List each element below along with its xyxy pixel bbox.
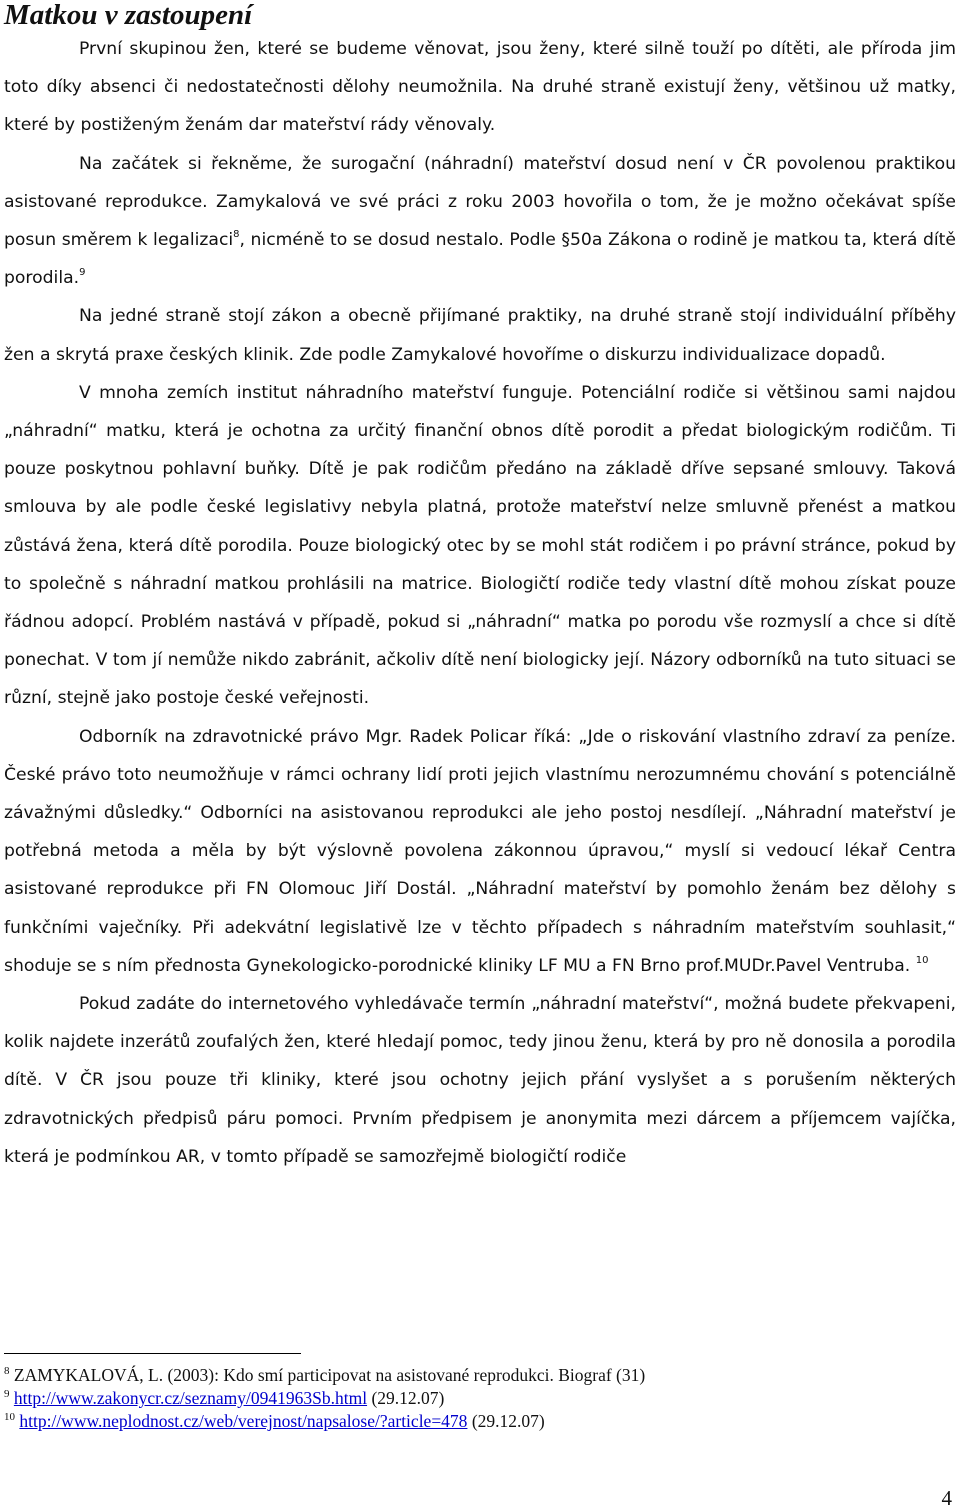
- paragraph-p5: [4, 718, 956, 985]
- body-text: [4, 30, 956, 1176]
- page-number: 4: [941, 1486, 952, 1510]
- paragraph-text: Na jedné straně stojí zákon a obecně přijímané praktiky, na druhé straně stojí individuální příběhy žen a skrytá praxe českých klinik. Zde podle Zamykalové hovoříme o diskurzu individualizace dopadů.: [4, 306, 956, 365]
- paragraph-text: , nicméně to se dosud nestalo. Podle §50a Zákona o rodině je matkou ta, která dítě porodila.: [4, 230, 956, 289]
- footnote-text: ZAMYKALOVÁ, L. (2003): Kdo smí participovat na asistované reprodukci. Biograf (31): [13, 1365, 646, 1385]
- footnote-ref: 8: [233, 229, 240, 241]
- paragraph-p3: [4, 297, 956, 373]
- footnote-ref: 9: [79, 267, 86, 279]
- footnote-number: 8: [4, 1365, 10, 1377]
- footnote-date: (29.12.07): [367, 1388, 445, 1408]
- paragraph-p6: [4, 985, 956, 1176]
- paragraph-text: První skupinou žen, které se budeme věnovat, jsou ženy, které silně touží po dítěti, ale příroda jim toto díky absenci či nedostatečnosti dělohy neumožnila. Na druhé straně existují ženy, většinou už matky, které by postiženým ženám dar mateřství rády věnovaly.: [4, 39, 956, 136]
- footnote-8: [4, 1364, 956, 1387]
- paragraph-p2: [4, 145, 956, 298]
- footnotes: [4, 1364, 956, 1433]
- footnote-10: [4, 1410, 956, 1433]
- paragraph-text: Pokud zadáte do internetového vyhledávače termín „náhradní mateřství“, možná budete překvapeni, kolik najdete inzerátů zoufalých žen, které hledají pomoc, tedy jinou ženu, která by pro ně donosila a porodila dítě. V ČR jsou pouze tři kliniky, které jsou ochotny jejich přání vyslyšet a s porušením některých zdravotnických předpisů páru pomoci. Prvním předpisem je anonymita mezi dárcem a příjemcem vajíčka, která je podmínkou AR, v tomto případě se samozřejmě biologičtí rodiče: [4, 994, 956, 1167]
- paragraph-p4: [4, 374, 956, 718]
- paragraph-text: Na začátek si řekněme, že surogační (náhradní) mateřství dosud není v ČR povolenou praktikou asistované reprodukce. Zamykalová ve své práci z roku 2003 hovořila o tom, že je možno očekávat spíše posun směrem k legalizaci: [4, 153, 956, 251]
- paragraph-text: Odborník na zdravotnické právo Mgr. Radek Policar říká: „Jde o riskování vlastního zdraví za peníze. České právo toto neumožňuje v rámci ochrany lidí proti jejich vlastnímu nerozumnému chování s potenciálně závažnými důsledky.“ Odborníci na asistovanou reprodukci ale jeho postoj nesdílejí. „Náhradní mateřství je potřebná metoda a měla by být výslovně povolena zákonnou úpravou,“ myslí si vedoucí lékař Centra asistované reprodukce při FN Olomouc Jiří Dostál. „Náhradní mateřství by pomohlo ženám bez dělohy s funkčními vaječníky. Při adekvátní legislativě lze v těchto případech s náhradním mateřstvím souhlasit,“ shoduje se s ním přednosta Gynekologicko-porodnické kliniky LF MU a FN Brno prof.MUDr.Pavel Ventruba.: [4, 726, 956, 976]
- footnote-date: (29.12.07): [467, 1411, 545, 1431]
- footnote-9: [4, 1387, 956, 1410]
- paragraph-p1: [4, 30, 956, 145]
- footnote-number: 10: [4, 1411, 15, 1423]
- footnote-ref: 10: [915, 954, 929, 966]
- paragraph-text: V mnoha zemích institut náhradního mateřství funguje. Potenciální rodiče si většinou sami najdou „náhradní“ matku, která je ochotna za určitý finanční obnos dítě porodit a předat biologickým rodičům. Ti pouze poskytnou pohlavní buňky. Dítě je pak rodičům předáno na základě dříve sepsané smlouvy. Taková smlouva by ale podle české legislativy nebyla platná, protože mateřství nelze smluvně přenést a matkou zůstává žena, která dítě porodila. Pouze biologický otec by se mohl stát rodičem i po právní stránce, pokud by to společně s náhradní matkou prohlásili na matrice. Biologičtí rodiče tedy vlastní dítě mohou získat pouze řádnou adopcí. Problém nastává v případě, pokud si „náhradní“ matka po porodu vše rozmyslí a chce si dítě ponechat. V tom jí nemůže nikdo zabránit, ačkoliv dítě není biologicky její. Názory odborníků na tuto situaci se různí, stejně jako postoje české veřejnosti.: [4, 382, 956, 709]
- footnote-separator: [4, 1353, 301, 1354]
- document-page: [4, 0, 956, 1509]
- footnote-link[interactable]: http://www.zakonycr.cz/seznamy/0941963Sb.html: [13, 1388, 368, 1408]
- footnote-number: 9: [4, 1388, 10, 1400]
- section-heading: Matkou v zastoupení: [4, 0, 253, 31]
- footnote-link[interactable]: http://www.neplodnost.cz/web/verejnost/napsalose/?article=478: [19, 1411, 468, 1431]
